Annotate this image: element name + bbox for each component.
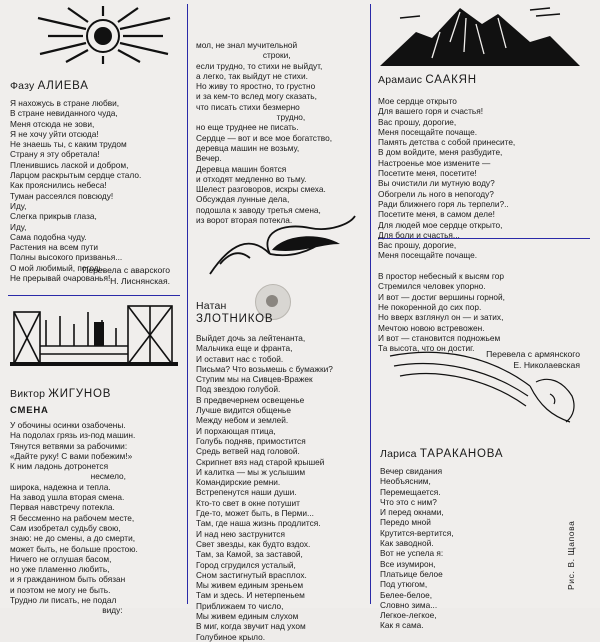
poem-line: Посетите меня, посетите! [378, 168, 477, 179]
poem-line: Ступим мы на Сивцев-Вражек [196, 374, 313, 385]
author-last-name: СААКЯН [425, 74, 477, 86]
poem-line: Где-то, может быть, в Перми... [196, 508, 314, 519]
poem-line: В стране невиданного чуда, [10, 108, 118, 119]
poem-line: подошла к заводу третья смена, [196, 204, 321, 215]
poem-line: Там и здесь. И нетерпеньем [196, 590, 305, 601]
poem-line: Письма? Что возьмешь с бумажки? [196, 363, 333, 374]
poem-line: Меня посещайте почаще. [378, 250, 478, 261]
poem-line: И оставит нас с тобой. [196, 353, 284, 364]
column-divider-right [370, 4, 371, 604]
author-last-name: АЛИЕВА [37, 80, 89, 92]
poem-zhigunov [10, 420, 138, 616]
author-first-name: Натан [196, 300, 227, 312]
poem-line: Обогрели ль ного в непогоду? [378, 188, 494, 199]
poem-line: Голубиное крыло. [196, 631, 266, 642]
poem-line: Шелест разговоров, искры смеха. [196, 184, 326, 195]
translation-line: Е. Николаевская [513, 359, 580, 370]
translation-credit-aliyeva [60, 265, 170, 286]
poem-line: И калитка — мы ж услышим [196, 466, 306, 477]
poem-line: В дом войдите, меня разбудите, [378, 147, 503, 158]
poem-line: К ним ладонь дотронется [10, 461, 109, 472]
column1-rule [8, 295, 180, 296]
author-last-name: ЖИГУНОВ [48, 388, 112, 400]
poem-tarakanova [380, 466, 454, 631]
poem-line: Мальчика еще и франта, [196, 343, 293, 354]
poem-line: Скрипнет вяз над старой крышей [196, 456, 325, 467]
dove-illustration [200, 214, 360, 280]
poem-line: Необъясним, [380, 476, 431, 487]
poem-line: Деревца машин боятся [196, 163, 287, 174]
poem-line: Между небом и землей. [196, 415, 289, 426]
poem-line: Мы живем единым зреньем [196, 580, 304, 591]
poem-line: Как прояснились небеса! [10, 180, 107, 191]
poem-line: Для людей мое сердце открыто, [378, 219, 503, 230]
poem-line: виду: [10, 605, 123, 616]
poem-line: «Дайте руку! С вами побежим!» [10, 450, 133, 461]
poem-line: Мое сердце открыто [378, 96, 457, 106]
poem-line: знаю: не до смены, а до смерти, [10, 533, 136, 544]
poem-line: Под утюгом, [380, 579, 428, 590]
poem-line: И над нею заструнится [196, 528, 285, 539]
poem-line: Вас прошу, дорогие, [378, 240, 457, 251]
poem-line: Не прерывай очарованья! [10, 273, 111, 284]
poem-line: Стремился человек упорно. [378, 281, 486, 292]
poem-line: Но вверх взглянул он — и затих, [378, 312, 504, 323]
poem-title-smena: СМЕНА [10, 405, 49, 416]
poem-line: Вы очистили ли мутную воду? [378, 178, 495, 189]
poem-zlotnikov [196, 333, 333, 642]
poem-line: Выйдет дочь за лейтенанта, [196, 333, 306, 343]
author-sahakyan [378, 74, 477, 86]
poem-line: и я гражданином быть обязан [10, 574, 126, 585]
poem-line: широка, надежна и тепла. [10, 481, 111, 492]
poem-line: Память детства с собой принесите, [378, 137, 516, 148]
poem-line: и за кем-то вслед могу сказать, [196, 91, 317, 102]
poem-line: Вечер. [196, 153, 222, 164]
poem-line: И вот — достиг вершины горной, [378, 291, 505, 302]
poem-line: Перемещается. [380, 486, 441, 497]
poem-line: Не знаешь ты, с каким трудом [10, 139, 127, 150]
column-divider-left [187, 4, 188, 604]
poem-line: Вечер свидания [380, 466, 443, 476]
poem-line: Мечтою новою встревожен. [378, 322, 485, 333]
poem-line: Там, за Камой, за заставой, [196, 549, 303, 560]
poem-line: Вас прошу, дорогие, [378, 116, 457, 127]
poem-line: Кто-то свет в окне потушит [196, 497, 300, 508]
poem-line: Иду, [10, 221, 27, 232]
poem-line: В предвечернем освещенье [196, 394, 305, 405]
translation-line: Перевела с аварского [82, 265, 170, 275]
poem-line: У обочины осинки озабочены. [10, 420, 126, 430]
poem-line: Как я сама. [380, 620, 424, 631]
poem-line: Я бессменно на рабочем месте, [10, 512, 135, 523]
poem-line: Там, где наша жизнь продлится. [196, 518, 321, 529]
poem-line: Крутится-вертится, [380, 527, 454, 538]
poem-line: Трудно ли писать, не подал [10, 595, 117, 606]
author-first-name: Лариса [380, 448, 417, 460]
poem-sahakyan [378, 96, 515, 353]
poem-line: Все изумирон, [380, 558, 436, 569]
poem-line: Посетите меня, в самом деле! [378, 209, 495, 220]
poem-line: Я нахожусь в стране любви, [10, 98, 120, 108]
poem-line: Под звездою голубой. [196, 384, 281, 395]
poem-line: И вот — становится подножьем [378, 332, 501, 343]
poem-line: Растения на всем пути [10, 242, 99, 253]
poem-line: Как заводной. [380, 538, 434, 549]
poem-line: Но живу то яростно, то грустно [196, 81, 316, 92]
poem-line: Сама подобна чуду. [10, 231, 87, 242]
poem-line: Я не хочу уйти отсюда! [10, 128, 99, 139]
poem-line: Свет звезды, как будто вздох. [196, 538, 311, 549]
poem-line: Страну я эту обретала! [10, 149, 100, 160]
poem-line: Ничего не оглушая басом, [10, 553, 112, 564]
poem-line: Ларцом раскрытым сердце стало. [10, 170, 142, 181]
author-first-name: Фазу [10, 80, 35, 92]
poem-line: Приближаем то число, [196, 600, 284, 611]
poem-line: что писать стихи безмерно [196, 101, 300, 112]
illustrator-credit: Рис. В. Щапова [566, 520, 576, 590]
author-zhigunov [10, 388, 111, 400]
translation-line: Н. Лиснянская. [110, 275, 170, 286]
poem-line: Ради ближнего горя ль терпели?.. [378, 198, 509, 209]
poem-line: Средь ветвей над головой. [196, 446, 300, 457]
poem-line: Словно зима... [380, 599, 438, 610]
author-last-name: ТАРАКАНОВА [419, 448, 504, 460]
author-first-name: Виктор [10, 388, 46, 400]
poem-line [378, 261, 515, 271]
poem-line: Белее-белое, [380, 589, 433, 600]
poem-line: мол, не знал мучительной [196, 40, 298, 50]
poem-line: Иду, [10, 200, 27, 211]
author-aliyeva [10, 80, 89, 92]
poem-line: Город сгрудился усталый, [196, 559, 296, 570]
poem-line: И перед окнами, [380, 507, 444, 518]
poem-line: Что это с ним? [380, 496, 437, 507]
poem-line: Сам изобретал судьбу свою, [10, 522, 121, 533]
poem-line: Для вашего горя и счастья! [378, 106, 483, 117]
poem-line: Не покоренной до сих пор. [378, 301, 482, 312]
poem-line: Обсуждая лунные дела, [196, 194, 290, 205]
poem-line: И порхающая птица, [196, 425, 276, 436]
poem-line: Слегка прикрыв глаза, [10, 211, 97, 222]
poem-line: Голубь подняв, примостится [196, 435, 306, 446]
author-first-name: Арамаис [378, 74, 423, 86]
poem-line: Для боли и счастья... [378, 229, 460, 240]
girl-portrait-illustration [380, 336, 580, 426]
poem-line: несмело, [10, 471, 126, 482]
poem-line: Настроенье мое измените — [378, 157, 491, 168]
poem-line: Туман рассеялся повсюду! [10, 190, 114, 201]
poem-line: Пленившись лаской и добром, [10, 159, 129, 170]
poem-line: трудно, [196, 112, 306, 123]
poem-line: Меня отсюда не зови, [10, 118, 95, 129]
poem-line: но уже пламенно любить, [10, 564, 110, 575]
poem-line: Меня посещайте почаще. [378, 126, 478, 137]
poem-aliyeva [10, 98, 141, 283]
poem-line: Встрепенутся наши души. [196, 487, 297, 498]
poem-line: Полны высокого призванья... [10, 252, 123, 263]
poem-line: В простор небесный к высям гор [378, 271, 504, 282]
mountain-illustration [380, 2, 580, 68]
poem-line: Сном застигнутый врасплох. [196, 569, 307, 580]
translation-line: Перевела с армянского [486, 349, 580, 359]
poem-line: На подолах грязь из-под машин. [10, 430, 136, 441]
poem-line: деревца машин не возьму, [196, 142, 300, 153]
industrial-illustration [10, 302, 178, 366]
poem-line: Мы живем единым слухом [196, 611, 299, 622]
poem-line: В миг, когда звучит над ухом [196, 621, 306, 632]
poem-line: Легкое-легкое, [380, 610, 437, 621]
poem-line: из ворот вторая потекла. [196, 215, 293, 226]
poem-line: но еще труднее не писать. [196, 122, 299, 133]
poem-line: Тянутся ветвями за рабочими: [10, 440, 128, 451]
poem-line: Лучше видится общенье [196, 405, 291, 416]
poem-line: Командирские ремни. [196, 477, 281, 488]
poem-line: Платьице белое [380, 568, 443, 579]
author-zlotnikov [196, 300, 273, 326]
poem-line: строки, [196, 50, 291, 61]
author-last-name: ЗЛОТНИКОВ [196, 313, 274, 325]
poem-line: Та высота, что он достиг. [378, 343, 475, 354]
poem-line: Первая навстречу потекла. [10, 502, 115, 513]
author-tarakanova [380, 448, 503, 460]
poem-line: Передо мной [380, 517, 431, 528]
poem-line: может быть, не больше простою. [10, 543, 138, 554]
sun-illustration [28, 4, 178, 64]
poem-line: если трудно, то стихи не выйдут, [196, 60, 323, 71]
poem-line: О мой любимый, погодь, [10, 262, 106, 273]
poem-line: и поэтом не могу не быть. [10, 584, 111, 595]
poem-line: и отходят медленно во тьму. [196, 173, 307, 184]
poem-line: а легко, так выйдут не стихи. [196, 70, 308, 81]
poem-line: На завод ушла вторая смена. [10, 492, 125, 503]
poem-zhigunov-continued [196, 40, 332, 225]
poem-line: Вот не успела я: [380, 548, 444, 559]
poem-line: Сердце — вот и все мое богатство, [196, 132, 332, 143]
